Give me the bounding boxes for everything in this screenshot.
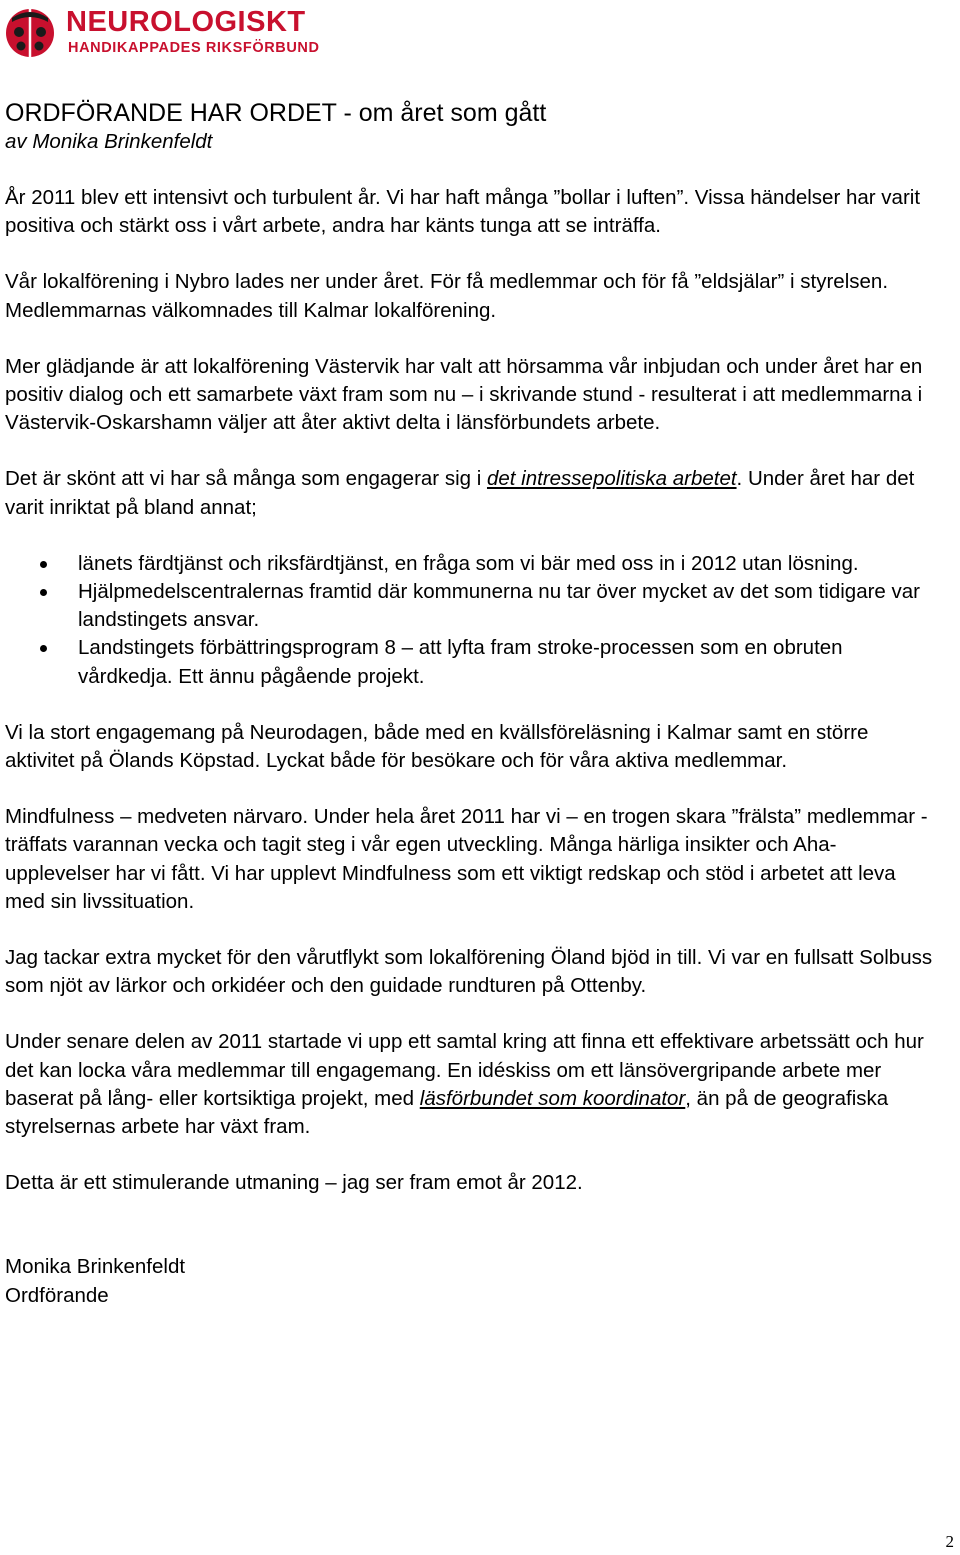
byline: av Monika Brinkenfeldt <box>5 130 213 153</box>
list-item <box>5 578 935 634</box>
logo-subtitle: HANDIKAPPADES RIKSFÖRBUND <box>68 40 320 56</box>
paragraph-samtal-text: Under senare delen av 2011 startade vi upp ett samtal kring att finna ett effektivare arbetssätt och hur det kan locka våra medlemmar till engagemang. En idéskiss om ett länsövergripande arbete mer baserat på lång- eller kortsiktiga projekt, med <box>5 1030 924 1110</box>
paragraph-engagement-text: Det är skönt att vi har så många som engagerar sig i <box>5 467 487 491</box>
paragraph-samtal-tail: , än på de geografiska styrelsernas arbete har växt fram. <box>5 1086 889 1139</box>
signature-name: Monika Brinkenfeldt <box>5 1255 186 1279</box>
paragraph-samtal <box>5 1028 935 1141</box>
list-item-text: länets färdtjänst och riksfärdtjänst, en fråga som vi bär med oss in i 2012 utan lösning. <box>78 551 859 575</box>
bullet-list <box>5 550 935 691</box>
list-item <box>5 550 935 578</box>
bullet-icon <box>40 645 47 652</box>
list-item-text: Landstingets förbättringsprogram 8 – att lyfta fram stroke-processen som en obruten vårdkedja. Ett ännu pågående projekt. <box>78 636 843 688</box>
ladybug-icon <box>4 4 56 60</box>
bullet-icon <box>40 589 47 596</box>
list-item-text: Hjälpmedelscentralernas framtid där kommunerna nu tar över mycket av det som tidigare var landstingets ansvar. <box>78 580 920 632</box>
paragraph-vastervik: Mer glädjande är att lokalförening Västervik har valt att hörsamma vår inbjudan och under året har en positiv dialog och ett samarbete växt fram som nu – i skrivande stund - resulterat i att medlemmarna i Västervik-Oskarshamn väljer att åter aktivt delta i länsförbundets arbete. <box>5 354 923 435</box>
paragraph-oland: Jag tackar extra mycket för den vårutflykt som lokalförening Öland bjöd in till. Vi var en fullsatt Solbuss som njöt av lärkor och orkidéer och den guidade rundturen på Ottenby. <box>5 946 933 998</box>
signature-role: Ordförande <box>5 1283 109 1307</box>
paragraph-intro: År 2011 blev ett intensivt och turbulent år. Vi har haft många ”bollar i luften”. Vissa händelser har varit positiva och stärkt oss i vårt arbete, andra har känts tunga att se inträffa. <box>5 186 921 238</box>
bullet-icon <box>40 561 47 568</box>
paragraph-nybro: Vår lokalförening i Nybro lades ner under året. För få medlemmar och för få ”eldsjälar” i styrelsen. Medlemmarnas välkomnades till Kalmar lokalförening. <box>5 270 889 322</box>
paragraph-engagement-tail: . Under året har det varit inriktat på bland annat; <box>5 467 915 519</box>
paragraph-neurodagen: Vi la stort engagemang på Neurodagen, både med en kvällsföreläsning i Kalmar samt en större aktivitet på Ölands Köpstad. Lyckat både för besökare och för våra aktiva medlemmar. <box>5 720 869 773</box>
page-number: 2 <box>945 1532 954 1551</box>
logo <box>4 4 364 60</box>
paragraph-mindfulness: Mindfulness – medveten närvaro. Under hela året 2011 har vi – en trogen skara ”frälsta” medlemmar - träffats varannan vecka och tagit steg i vår egen utveckling. Många härliga insikter och Aha-upplevelser har vi fått. Vi har upplevt Mindfulness som ett viktigt redskap och stöd i arbetet att leva med sin livssituation. <box>5 805 928 913</box>
paragraph-engagement <box>5 465 935 521</box>
intressepolitiska-link[interactable]: det intressepolitiska arbetet <box>486 467 737 491</box>
article <box>5 98 935 1310</box>
paragraph-closing: Detta är ett stimulerande utmaning – jag ser fram emot år 2012. <box>5 1171 583 1195</box>
logo-title: NEUROLOGISKT <box>66 6 306 38</box>
koordinator-link[interactable]: läsförbundet som koordinator <box>419 1086 686 1110</box>
list-item <box>5 634 935 690</box>
page-title: ORDFÖRANDE HAR ORDET - om året som gått <box>5 99 547 127</box>
signature <box>5 1253 935 1310</box>
